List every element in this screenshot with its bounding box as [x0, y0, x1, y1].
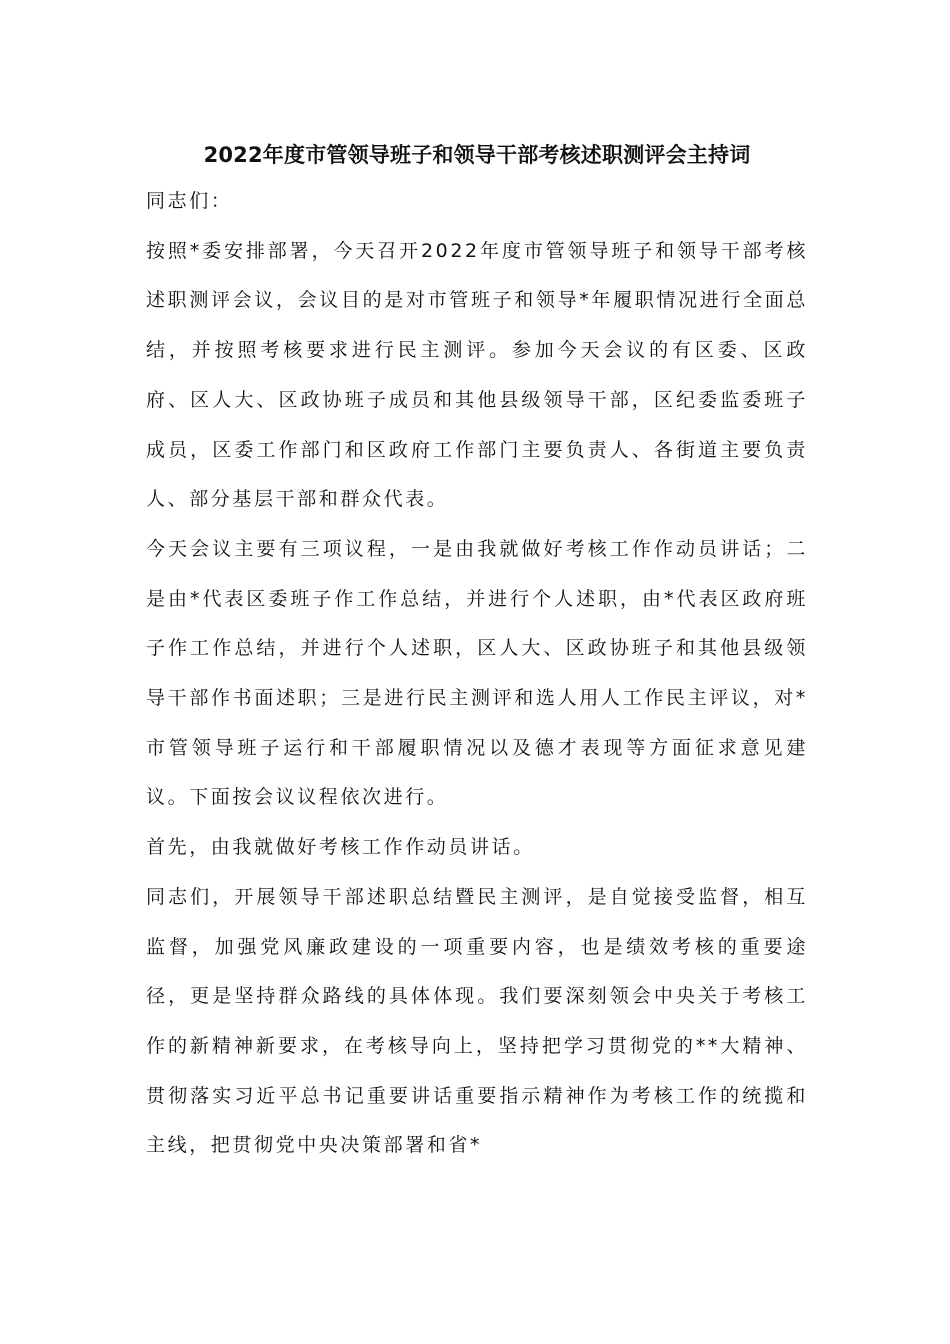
- document-title: 2022年度市管领导班子和领导干部考核述职测评会主持词: [203, 143, 751, 167]
- paragraph-first-item: 首先，由我就做好考核工作作动员讲话。: [146, 836, 535, 859]
- paragraph-arrangement: 按照*委安排部署，今天召开2022年度市管领导班子和领导干部考核述职测评会议，会议目的是对市管班子和领导*年履职情况进行全面总结，并按照考核要求进行民主测评。参加今天会议的有区委、区政府、区人大、区政协班子成员和其他县级领导干部，区纪委监委班子成员，区委工作部门和区政府工作部门主要负责人、各街道主要负责人、部分基层干部和群众代表。: [146, 239, 808, 511]
- paragraph-speech: 同志们，开展领导干部述职总结暨民主测评，是自觉接受监督，相互监督，加强党风廉政建设的一项重要内容，也是绩效考核的重要途径，更是坚持群众路线的具体体现。我们要深刻领会中央关于考核工作的新精神新要求，在考核导向上，坚持把学习贯彻党的**大精神、贯彻落实习近平总书记重要讲话重要指示精神作为考核工作的统揽和主线，把贯彻党中央决策部署和省*: [146, 885, 808, 1157]
- document-body: [146, 133, 808, 1171]
- paragraph-salutation: 同志们：: [146, 190, 233, 212]
- paragraph-agenda: 今天会议主要有三项议程，一是由我就做好考核工作作动员讲话；二是由*代表区委班子作工作总结，并进行个人述职，由*代表区政府班子作工作总结，并进行个人述职，区人大、区政协班子和其他县级领导干部作书面述职；三是进行民主测评和选人用人工作民主评议，对*市管领导班子运行和干部履职情况以及德才表现等方面征求意见建议。下面按会议议程依次进行。: [146, 537, 808, 809]
